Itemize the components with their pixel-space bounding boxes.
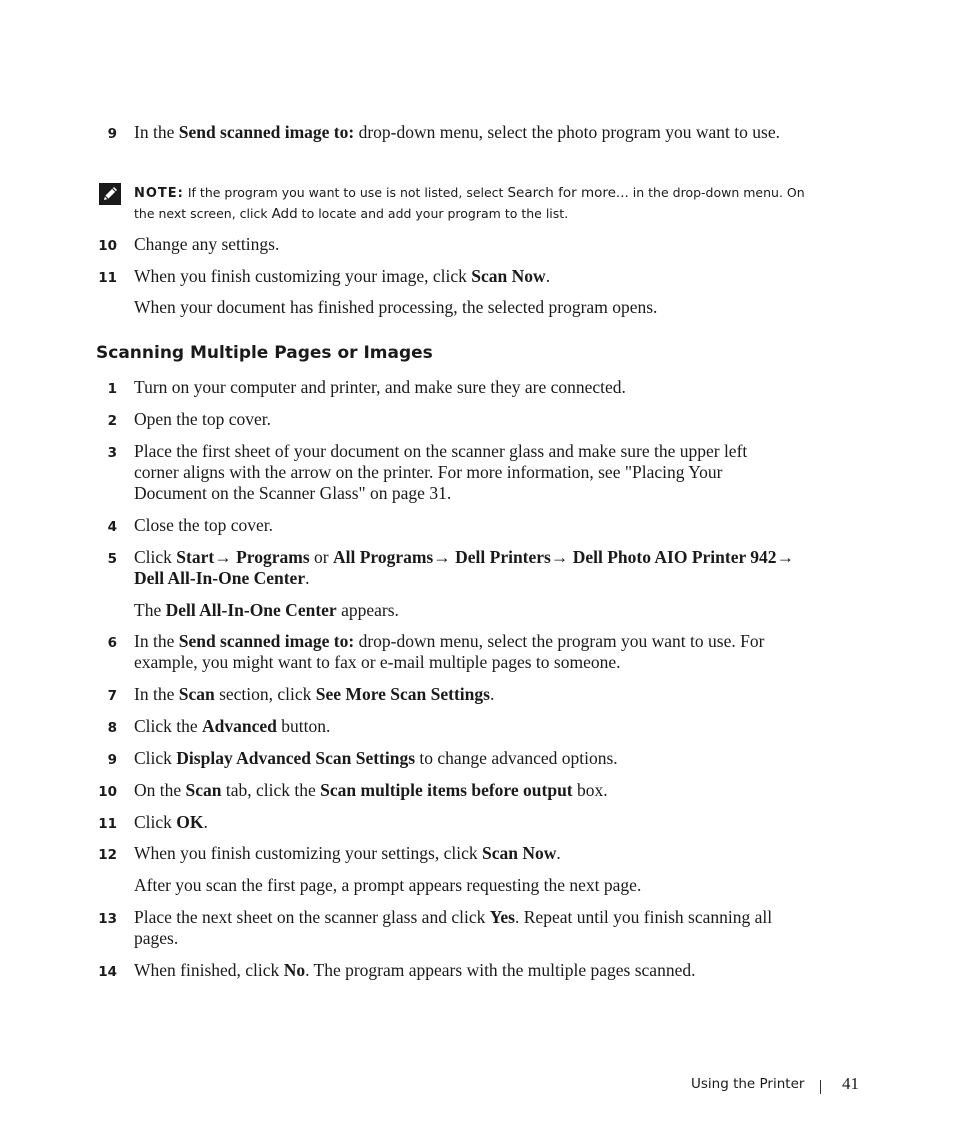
step-3	[96, 441, 796, 504]
step-number: 11	[98, 816, 117, 832]
step-number: 6	[107, 635, 117, 651]
step-number: 11	[98, 270, 117, 286]
step-text: On the Scan tab, click the Scan multiple items before output box.	[134, 780, 608, 800]
step-11	[96, 812, 796, 833]
paragraph: The Dell All-In-One Center appears.	[134, 600, 399, 620]
step-number: 12	[98, 847, 117, 863]
step-14	[96, 960, 796, 981]
step-13	[96, 907, 796, 949]
step-number: 7	[107, 688, 117, 704]
page-number: 41	[842, 1074, 859, 1093]
step-number: 2	[107, 413, 117, 429]
section-heading: Scanning Multiple Pages or Images	[96, 343, 433, 363]
step-text: In the Scan section, click See More Scan Settings.	[134, 684, 495, 704]
step-12	[96, 843, 796, 864]
step-text: Click OK.	[134, 812, 208, 832]
step-4	[96, 515, 796, 536]
step-number: 10	[98, 784, 117, 800]
step-number: 1	[107, 381, 117, 397]
step-text: Place the first sheet of your document on the scanner glass and make sure the upper left corner aligns with the arrow on the printer. For more information, see "Placing Your Document on the Scanner Glass" on page 31.	[134, 441, 748, 503]
step-11-top	[96, 266, 796, 287]
step-number: 10	[98, 238, 117, 254]
step-8	[96, 716, 796, 737]
step-number: 4	[107, 519, 117, 535]
step-number: 9	[107, 126, 117, 142]
step-text: Open the top cover.	[134, 409, 272, 429]
step-number: 9	[107, 752, 117, 768]
note-text: NOTE: If the program you want to use is not listed, select Search for more... in the drop-down menu. On the next screen, click Add to locate and add your program to the list.	[134, 185, 805, 222]
step-text: Change any settings.	[134, 234, 280, 254]
step-text: Place the next sheet on the scanner glass and click Yes. Repeat until you finish scanning all pages.	[134, 907, 773, 948]
step-number: 8	[107, 720, 117, 736]
step-text: Click Start→ Programs or All Programs→ Dell Printers→ Dell Photo AIO Printer 942→ Dell All-In-One Center.	[134, 547, 795, 588]
step-number: 3	[107, 445, 117, 461]
step-10	[96, 780, 796, 801]
paragraph: After you scan the first page, a prompt appears requesting the next page.	[134, 875, 642, 895]
paragraph: When your document has finished processing, the selected program opens.	[134, 297, 658, 317]
footer-section-title: Using the Printer	[691, 1076, 805, 1092]
step-7	[96, 684, 796, 705]
step-number: 13	[98, 911, 117, 927]
step-9	[96, 748, 796, 769]
step-9-top	[96, 122, 796, 143]
step-10-top	[96, 234, 796, 255]
step-text: Click Display Advanced Scan Settings to change advanced options.	[134, 748, 618, 768]
step-text: Close the top cover.	[134, 515, 274, 535]
step-5	[96, 547, 796, 589]
step-1	[96, 377, 796, 398]
step-text: When finished, click No. The program appears with the multiple pages scanned.	[134, 960, 696, 980]
step-number: 14	[98, 964, 117, 980]
pencil-note-icon	[98, 182, 122, 206]
step-text: Turn on your computer and printer, and make sure they are connected.	[134, 377, 626, 397]
step-2	[96, 409, 796, 430]
footer-divider	[820, 1080, 821, 1094]
step-text: Click the Advanced button.	[134, 716, 331, 736]
step-6	[96, 631, 796, 673]
step-text: When you finish customizing your settings, click Scan Now.	[134, 843, 561, 863]
note-label: NOTE:	[134, 186, 184, 201]
step-text: In the Send scanned image to: drop-down menu, select the photo program you want to use.	[134, 122, 780, 142]
step-text: In the Send scanned image to: drop-down menu, select the program you want to use. For example, you might want to fax or e-mail multiple pages to someone.	[134, 631, 765, 672]
step-text: When you finish customizing your image, click Scan Now.	[134, 266, 551, 286]
step-number: 5	[107, 551, 117, 567]
